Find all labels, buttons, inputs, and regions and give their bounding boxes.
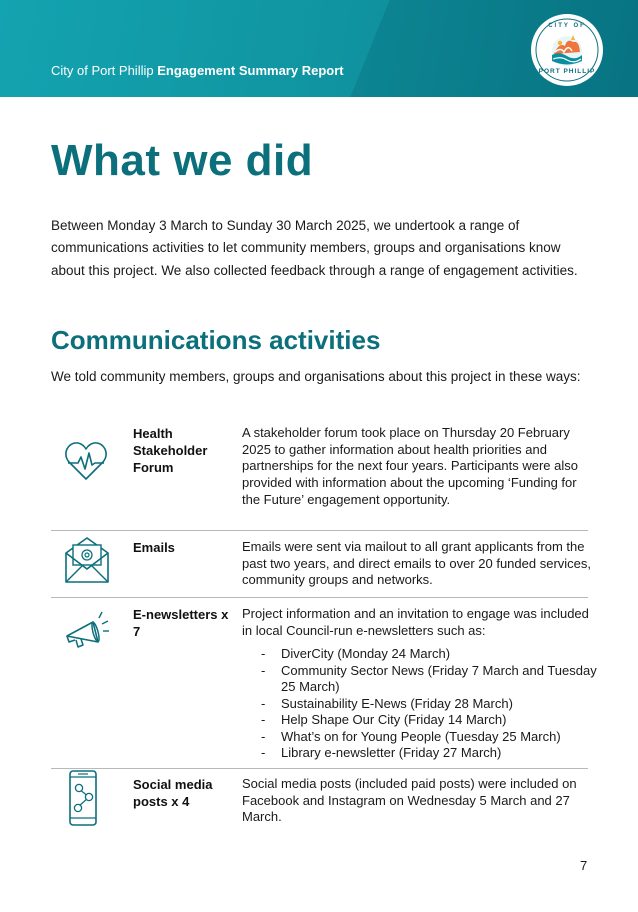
activity-name: E-newsletters x 7 [133,607,229,639]
logo-top-text: CITY OF [548,23,586,29]
list-item: - Community Sector News (Friday 7 March and Tuesday 25 March) [261,662,597,694]
activity-row-e-newsletters [51,597,597,769]
heart-pulse-icon [63,438,109,484]
list-item: - DiverCity (Monday 24 March) [261,646,451,661]
list-item-text: Community Sector News (Friday 7 March and Tuesday 25 March) [281,662,597,694]
intro-paragraph: Between Monday 3 March to Sunday 30 March 2025, we undertook a range of communications activities to let community members, groups and organisations know about this project. We also collected feedback through a range of engagement activities. [51,218,578,278]
activity-row-social-media [51,768,588,836]
activity-name: Emails [133,540,175,555]
megaphone-icon [63,609,111,649]
phone-social-network-icon [63,769,103,827]
page-number: 7 [580,858,588,873]
activity-name: Health Stakeholder Forum [133,426,208,475]
newsletter-list [261,646,597,762]
list-item: - What’s on for Young People (Tuesday 25 March) [261,728,561,744]
activity-row-health-forum [51,420,588,531]
section-heading: Communications activities [51,325,381,355]
list-item-text: Help Shape Our City (Friday 14 March) [281,712,507,727]
report-header [0,0,638,97]
list-item-text: What’s on for Young People (Tuesday 25 March) [281,728,561,744]
list-item-text: Library e-newsletter (Friday 27 March) [281,745,502,760]
activity-description: Social media posts (included paid posts) were included on Facebook and Instagram on Wednesday 5 March and 27 March. [242,776,577,825]
list-item: - Sustainability E-News (Friday 28 March) [261,695,513,711]
email-envelope-icon [63,535,111,585]
logo-bottom-text: PORT PHILLIP [538,68,596,75]
activity-row-emails [51,530,592,598]
activity-name: Social media posts x 4 [133,777,213,809]
list-item: - Help Shape Our City (Friday 14 March) [261,712,507,727]
page-title: What we did [51,136,314,185]
header-org: City of Port Phillip [51,63,154,78]
port-phillip-logo [531,14,603,86]
list-item: - Library e-newsletter (Friday 27 March) [261,745,502,760]
list-item-text: Sustainability E-News (Friday 28 March) [281,695,513,711]
header-title [51,63,344,78]
activity-description: Project information and an invitation to engage was included in local Council-run e-newsletters such as: [242,606,589,638]
activity-description: A stakeholder forum took place on Thursday 20 February 2025 to gather information about health priorities and partnerships for the next four years. Participants were also provided with information about the upcoming ‘Funding for the Future’ engagement opportunity. [242,425,578,507]
section-intro: We told community members, groups and organisations about this project in these ways: [51,369,581,384]
header-report-name: Engagement Summary Report [157,63,344,78]
list-item-text: DiverCity (Monday 24 March) [281,646,451,661]
activity-description: Emails were sent via mailout to all grant applicants from the past two years, and direct emails to over 20 funded services, community groups and networks. [242,539,592,588]
